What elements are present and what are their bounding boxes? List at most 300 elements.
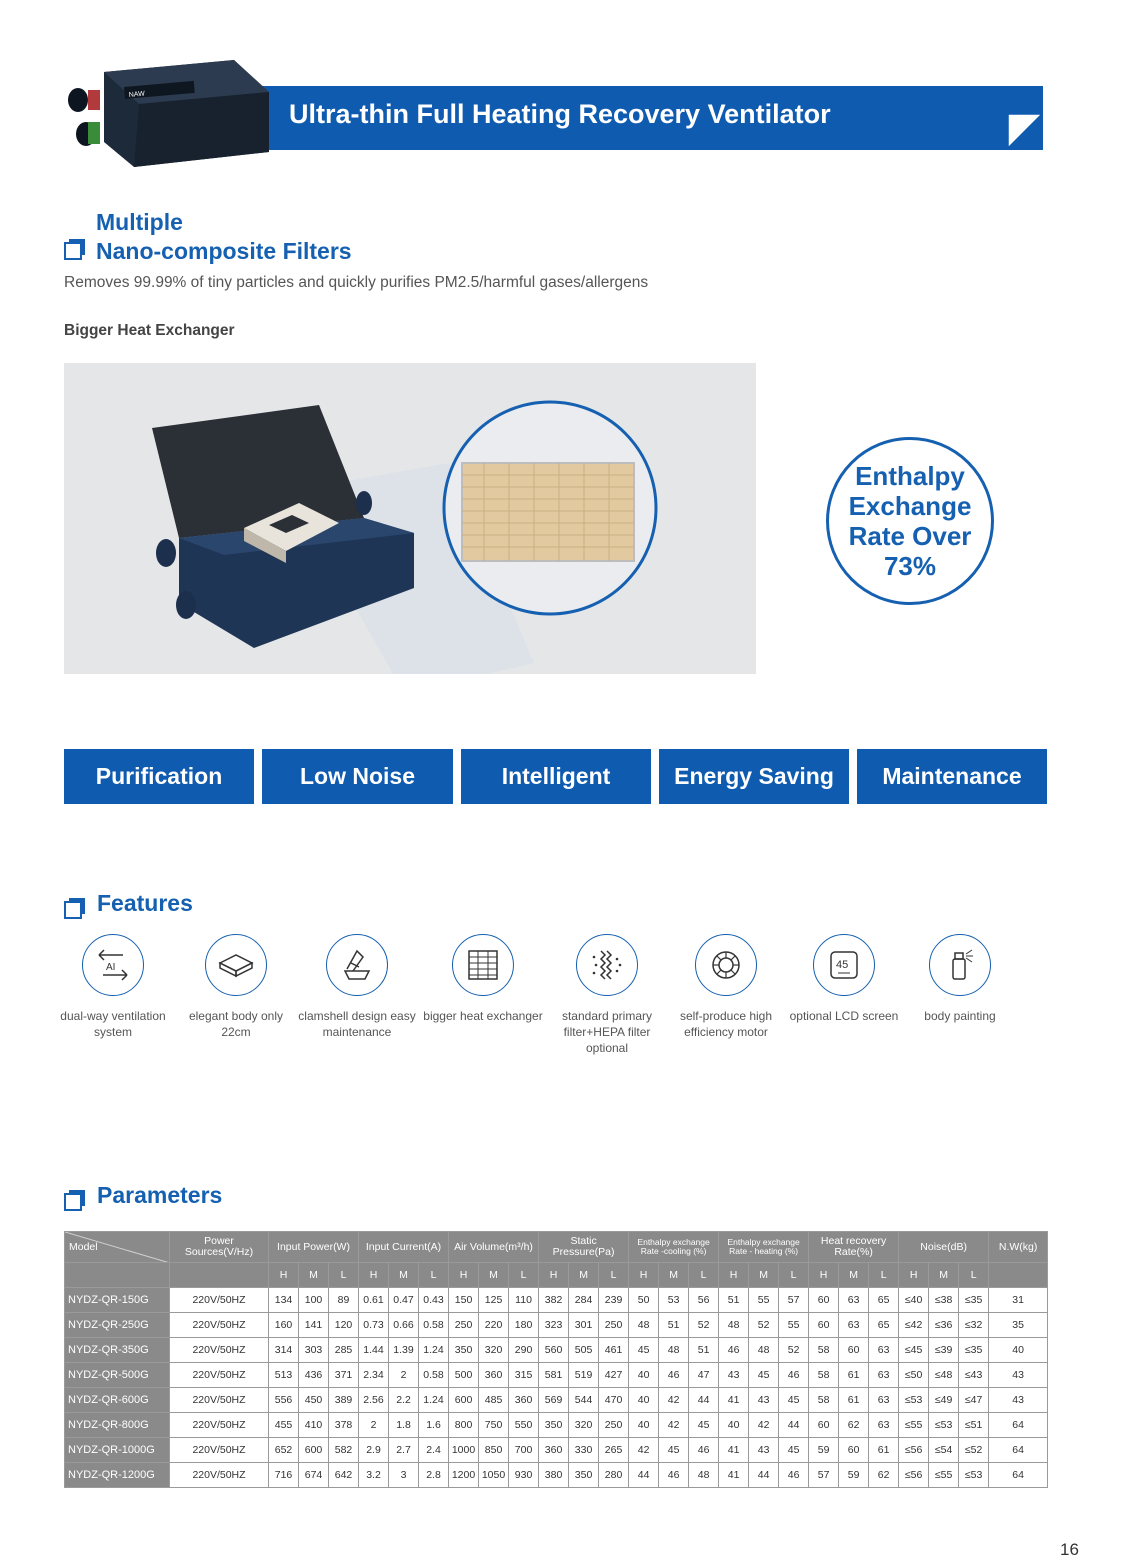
table-cell: 2.9 [359,1438,389,1463]
table-cell: 61 [869,1438,899,1463]
page-title: Ultra-thin Full Heating Recovery Ventilator [289,99,831,129]
header-level-h: H [359,1263,389,1288]
table-cell: 42 [749,1413,779,1438]
table-cell: 315 [509,1363,539,1388]
table-cell: 850 [479,1438,509,1463]
tag-maintenance: Maintenance [857,749,1047,804]
header-level-m: M [839,1263,869,1288]
table-cell: 642 [329,1463,359,1488]
table-cell: ≤55 [899,1413,929,1438]
table-cell: 3 [389,1463,419,1488]
header-diagonal [65,1232,170,1263]
header-level-h: H [269,1263,299,1288]
table-cell: ≤35 [959,1288,989,1313]
table-cell: 513 [269,1363,299,1388]
table-cell: 382 [539,1288,569,1313]
table-cell: 42 [629,1438,659,1463]
table-cell: ≤54 [929,1438,959,1463]
table-cell: 46 [779,1463,809,1488]
table-cell: 1.24 [419,1388,449,1413]
table-cell: 220V/50HZ [170,1438,269,1463]
table-cell: 323 [539,1313,569,1338]
enthalpy-badge-text: Enthalpy Exchange Rate Over 73% [848,461,972,581]
table-cell: 41 [719,1463,749,1488]
table-cell: 220V/50HZ [170,1413,269,1438]
table-cell: 220V/50HZ [170,1288,269,1313]
parameters-heading: Parameters [97,1182,223,1208]
motor-icon [706,945,746,985]
table-cell: ≤42 [899,1313,929,1338]
table-cell: 51 [689,1338,719,1363]
model-cell: NYDZ-QR-250G [65,1313,170,1338]
header-model: Model [65,1232,170,1263]
table-row [65,1288,1048,1313]
table-cell: 2.4 [419,1438,449,1463]
table-cell: 110 [509,1288,539,1313]
table-cell: 0.47 [389,1288,419,1313]
table-cell: ≤51 [959,1413,989,1438]
header-level-m: M [389,1263,419,1288]
table-cell: 569 [539,1388,569,1413]
filter-icon [587,945,627,985]
filters-description: Removes 99.99% of tiny particles and quickly purifies PM2.5/harmful gases/allergens [64,274,649,291]
table-cell: 380 [539,1463,569,1488]
parameters-table [64,1231,1048,1488]
model-cell: NYDZ-QR-500G [65,1363,170,1388]
tag-energy-saving: Energy Saving [659,749,849,804]
table-cell: 2 [359,1413,389,1438]
table-cell: 89 [329,1288,359,1313]
header-level-l: L [779,1263,809,1288]
header-level-h: H [629,1263,659,1288]
header-input-power: Input Power(W) [269,1232,359,1263]
spray-paint-icon [940,945,980,985]
header-level-h: H [719,1263,749,1288]
header-noise: Noise(dB) [899,1232,989,1263]
table-cell: 674 [299,1463,329,1488]
table-cell: 716 [269,1463,299,1488]
table-cell: 220V/50HZ [170,1363,269,1388]
table-cell: 48 [659,1338,689,1363]
table-cell: 652 [269,1438,299,1463]
table-cell: 0.66 [389,1313,419,1338]
table-cell: 44 [629,1463,659,1488]
table-cell: 1.24 [419,1338,449,1363]
feature-label: optional LCD screen [789,1009,899,1023]
table-cell: 320 [479,1338,509,1363]
table-cell: 500 [449,1363,479,1388]
page-number: 16 [1060,1540,1079,1559]
table-cell: 43 [989,1388,1048,1413]
table-cell: 750 [479,1413,509,1438]
feature-label: standard primary filter+HEPA filter optional [561,1009,653,1055]
table-cell: 59 [839,1463,869,1488]
table-cell: 560 [539,1338,569,1363]
table-cell: 220V/50HZ [170,1338,269,1363]
table-cell: 100 [299,1288,329,1313]
header-level-m: M [569,1263,599,1288]
table-cell: 57 [779,1288,809,1313]
header-level-l: L [599,1263,629,1288]
table-cell: 43 [749,1438,779,1463]
header-level-l: L [959,1263,989,1288]
table-cell: 250 [449,1313,479,1338]
model-cell: NYDZ-QR-1200G [65,1463,170,1488]
table-cell: 51 [659,1313,689,1338]
table-cell: 303 [299,1338,329,1363]
table-cell: 45 [779,1388,809,1413]
table-cell: 65 [869,1288,899,1313]
table-cell: 60 [809,1288,839,1313]
feature-label: self-produce high efficiency motor [679,1009,773,1039]
table-cell: 544 [569,1388,599,1413]
table-cell: 581 [539,1363,569,1388]
section-marker-icon [64,1189,86,1211]
features-heading: Features [97,890,193,916]
parameters-body [65,1288,1048,1488]
tag-low-noise: Low Noise [262,749,453,804]
table-cell: 46 [659,1363,689,1388]
table-cell: 2 [389,1363,419,1388]
filters-heading [96,208,352,266]
model-cell: NYDZ-QR-600G [65,1388,170,1413]
slim-body-icon [216,945,256,985]
table-cell: 47 [689,1363,719,1388]
header-level-l: L [689,1263,719,1288]
table-cell: 389 [329,1388,359,1413]
heat-exchanger-photo [64,363,756,674]
header-level-h: H [899,1263,929,1288]
table-cell: 350 [569,1463,599,1488]
banner-fold-corner [1008,114,1042,148]
table-cell: 455 [269,1413,299,1438]
table-cell: 43 [719,1363,749,1388]
table-cell: 250 [599,1413,629,1438]
table-cell: 59 [809,1438,839,1463]
table-cell: 58 [809,1338,839,1363]
table-row [65,1463,1048,1488]
header-nw: N.W(kg) [989,1232,1048,1263]
table-cell: 301 [569,1313,599,1338]
table-cell: ≤56 [899,1438,929,1463]
table-cell: 46 [779,1363,809,1388]
table-cell: 285 [329,1338,359,1363]
table-cell: 45 [689,1413,719,1438]
table-cell: 52 [779,1338,809,1363]
table-cell: 40 [719,1413,749,1438]
table-row [65,1313,1048,1338]
table-cell: 2.56 [359,1388,389,1413]
table-cell: 436 [299,1363,329,1388]
table-cell: 600 [299,1438,329,1463]
table-cell: 48 [749,1338,779,1363]
table-cell: 40 [629,1363,659,1388]
header-level-m: M [299,1263,329,1288]
table-cell: 46 [659,1463,689,1488]
table-cell: 330 [569,1438,599,1463]
table-cell: 55 [779,1313,809,1338]
table-cell: 52 [689,1313,719,1338]
table-cell: 134 [269,1288,299,1313]
section-marker-icon [64,897,86,919]
lcd-screen-icon [824,945,864,985]
header-level-m: M [929,1263,959,1288]
header-heat-recovery: Heat recovery Rate(%) [809,1232,899,1263]
table-cell: 800 [449,1413,479,1438]
table-cell: 45 [659,1438,689,1463]
table-cell: 284 [569,1288,599,1313]
table-cell: 600 [449,1388,479,1413]
table-cell: 180 [509,1313,539,1338]
feature-label: dual-way ventilation system [60,1009,166,1039]
table-cell: 930 [509,1463,539,1488]
header-level-m: M [479,1263,509,1288]
table-cell: 1200 [449,1463,479,1488]
table-cell: 40 [629,1388,659,1413]
dual-way-arrows-icon [93,945,133,985]
table-cell: 63 [869,1338,899,1363]
table-cell: 239 [599,1288,629,1313]
table-cell: 42 [659,1413,689,1438]
header-level-l: L [419,1263,449,1288]
table-cell: 461 [599,1338,629,1363]
table-cell: 1050 [479,1463,509,1488]
table-cell: 2.34 [359,1363,389,1388]
table-cell: 350 [449,1338,479,1363]
table-cell: 62 [869,1463,899,1488]
table-cell: 220V/50HZ [170,1313,269,1338]
header-enthalpy-cooling: Enthalpy exchange Rate -cooling (%) [629,1232,719,1263]
table-cell: ≤47 [959,1388,989,1413]
table-cell: ≤50 [899,1363,929,1388]
header-level-l: L [509,1263,539,1288]
ventilator-product-image [64,52,274,170]
model-cell: NYDZ-QR-350G [65,1338,170,1363]
tag-intelligent: Intelligent [461,749,651,804]
header-level-h: H [539,1263,569,1288]
feature-clamshell [297,934,417,1040]
table-cell: 320 [569,1413,599,1438]
table-cell: 44 [779,1413,809,1438]
table-cell: 250 [599,1313,629,1338]
feature-label: clamshell design easy maintenance [298,1009,416,1039]
table-cell: 505 [569,1338,599,1363]
table-cell: ≤39 [929,1338,959,1363]
table-cell: 50 [629,1288,659,1313]
feature-dual-way [53,934,173,1040]
header-level-h: H [809,1263,839,1288]
table-cell: ≤36 [929,1313,959,1338]
table-cell: 3.2 [359,1463,389,1488]
table-cell: 519 [569,1363,599,1388]
table-cell: ≤53 [959,1463,989,1488]
header-blank [989,1263,1048,1288]
table-cell: 2.2 [389,1388,419,1413]
table-cell: 51 [719,1288,749,1313]
table-cell: 1.44 [359,1338,389,1363]
table-cell: ≤52 [959,1438,989,1463]
model-cell: NYDZ-QR-1000G [65,1438,170,1463]
table-cell: 41 [719,1438,749,1463]
header-level-m: M [749,1263,779,1288]
header-level-m: M [659,1263,689,1288]
table-cell: 60 [839,1438,869,1463]
table-cell: ≤49 [929,1388,959,1413]
feature-label: body painting [924,1009,996,1023]
table-cell: 378 [329,1413,359,1438]
table-cell: 53 [659,1288,689,1313]
table-cell: 1.39 [389,1338,419,1363]
table-cell: 450 [299,1388,329,1413]
table-cell: 1000 [449,1438,479,1463]
table-cell: 40 [989,1338,1048,1363]
table-cell: 125 [479,1288,509,1313]
filters-heading-line2: Nano-composite Filters [96,238,352,264]
table-cell: 2.8 [419,1463,449,1488]
table-cell: 220V/50HZ [170,1388,269,1413]
table-cell: 0.58 [419,1363,449,1388]
table-cell: 550 [509,1413,539,1438]
table-cell: 120 [329,1313,359,1338]
table-cell: 0.61 [359,1288,389,1313]
table-cell: 45 [749,1363,779,1388]
table-cell: 48 [689,1463,719,1488]
table-cell: 280 [599,1463,629,1488]
table-cell: ≤48 [929,1363,959,1388]
table-cell: ≤38 [929,1288,959,1313]
table-cell: 60 [809,1413,839,1438]
table-cell: 61 [839,1363,869,1388]
table-cell: 40 [629,1413,659,1438]
header-level-l: L [329,1263,359,1288]
table-cell: 64 [989,1438,1048,1463]
table-cell: ≤35 [959,1338,989,1363]
table-cell: 360 [479,1363,509,1388]
header-blank [170,1263,269,1288]
clamshell-icon [337,945,377,985]
table-cell: 1.6 [419,1413,449,1438]
header-level-l: L [869,1263,899,1288]
table-cell: 150 [449,1288,479,1313]
table-cell: 64 [989,1463,1048,1488]
table-cell: 0.73 [359,1313,389,1338]
feature-lcd [784,934,904,1024]
table-cell: 1.8 [389,1413,419,1438]
feature-label: elegant body only 22cm [188,1009,284,1039]
feature-motor [666,934,786,1040]
feature-label: bigger heat exchanger [423,1009,543,1023]
header-power: Power Sources(V/Hz) [170,1232,269,1263]
table-cell: 45 [779,1438,809,1463]
table-cell: 60 [839,1338,869,1363]
table-cell: 63 [869,1363,899,1388]
table-cell: 427 [599,1363,629,1388]
table-cell: ≤40 [899,1288,929,1313]
header-air-volume: Air Volume(m³/h) [449,1232,539,1263]
table-cell: 44 [689,1388,719,1413]
table-cell: 63 [839,1313,869,1338]
table-cell: 48 [629,1313,659,1338]
table-cell: ≤53 [899,1388,929,1413]
table-cell: 350 [539,1413,569,1438]
table-cell: 52 [749,1313,779,1338]
enthalpy-badge [826,437,994,605]
table-cell: 0.58 [419,1313,449,1338]
table-cell: 0.43 [419,1288,449,1313]
header-sub-row [65,1263,1048,1288]
table-cell: 265 [599,1438,629,1463]
heat-exchanger-grid-icon [463,945,503,985]
product-label: NAW [128,90,146,99]
table-cell: 290 [509,1338,539,1363]
section-marker-icon [64,238,86,260]
table-row [65,1388,1048,1413]
table-cell: ≤32 [959,1313,989,1338]
table-cell: 63 [839,1288,869,1313]
table-cell: 485 [479,1388,509,1413]
table-cell: 700 [509,1438,539,1463]
table-cell: 31 [989,1288,1048,1313]
heat-exchanger-subheading: Bigger Heat Exchanger [64,322,235,339]
lcd-icon-text: 45 [836,959,849,971]
table-cell: 35 [989,1313,1048,1338]
table-cell: ≤55 [929,1463,959,1488]
table-cell: 61 [839,1388,869,1413]
table-cell: 44 [749,1463,779,1488]
table-cell: 48 [719,1313,749,1338]
feature-slim-body [176,934,296,1040]
table-cell: 58 [809,1388,839,1413]
dual-way-icon-text: AI [106,962,116,973]
header-enthalpy-heating: Enthalpy exchange Rate - heating (%) [719,1232,809,1263]
table-cell: 160 [269,1313,299,1338]
header-input-current: Input Current(A) [359,1232,449,1263]
table-cell: 45 [629,1338,659,1363]
table-cell: 46 [689,1438,719,1463]
table-cell: 63 [869,1413,899,1438]
table-cell: 582 [329,1438,359,1463]
table-cell: 220V/50HZ [170,1463,269,1488]
table-cell: 410 [299,1413,329,1438]
table-row [65,1438,1048,1463]
table-cell: 57 [809,1463,839,1488]
filters-heading-line1: Multiple [96,209,183,235]
table-cell: ≤53 [929,1413,959,1438]
table-cell: 470 [599,1388,629,1413]
table-cell: 46 [719,1338,749,1363]
header-blank [65,1263,170,1288]
table-cell: 43 [749,1388,779,1413]
feature-painting [900,934,1020,1024]
table-cell: 314 [269,1338,299,1363]
table-cell: 56 [689,1288,719,1313]
table-cell: 60 [809,1313,839,1338]
tag-purification: Purification [64,749,254,804]
table-row [65,1363,1048,1388]
table-cell: 58 [809,1363,839,1388]
table-cell: 42 [659,1388,689,1413]
table-cell: ≤56 [899,1463,929,1488]
table-cell: 360 [539,1438,569,1463]
table-cell: 64 [989,1413,1048,1438]
feature-heat-exchanger [423,934,543,1024]
table-cell: 55 [749,1288,779,1313]
table-cell: 63 [869,1388,899,1413]
table-cell: 220 [479,1313,509,1338]
table-cell: ≤45 [899,1338,929,1363]
table-row [65,1338,1048,1363]
table-cell: 41 [719,1388,749,1413]
